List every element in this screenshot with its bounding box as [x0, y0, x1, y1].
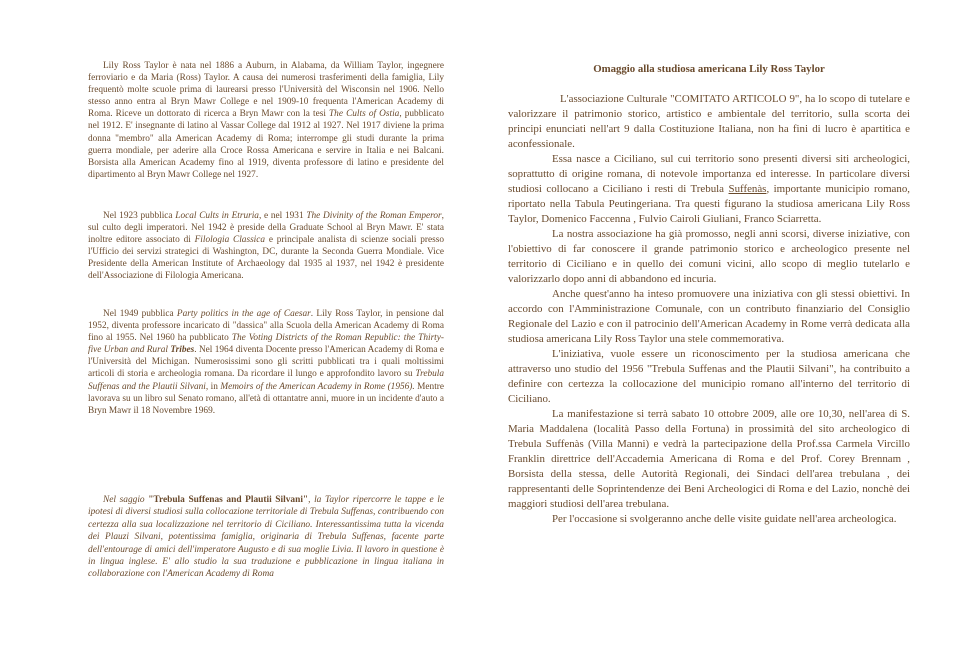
- text-run: e principale analista di scienze sociali presso l'Ufficio dei servizi strategici di Washington, DC, durante la Seconda Guerra Mondiale. Vice Presidente della American Institute of Archaeology dal 1935 al 1937, nel 1942 è presidente dell'Associazione di Filologia Americana.: [88, 235, 444, 282]
- underlined-word: Suffenàs: [728, 183, 767, 195]
- journal-title: Filologia Classica: [194, 235, 266, 246]
- text-run: . Lily Ross Taylor, in pensione dal 1952, diventa professore incaricato di "dassica" alla Scuola della American Academy di Roma fino al 1955. Nel 1960 ha pubblicato: [88, 309, 444, 344]
- text-run: Lily Ross Taylor è nata nel 1886 a Auburn, in Alabama, da William Taylor, ingegnere ferroviario e da Maria (Ross) Taylor. A causa dei numerosi trasferimenti della famiglia, Lily frequentò molte scuole prima di laurearsi presso l'Università del Wisconsin nel 1906. Nello stesso anno entra al Bryn Mawr College e nel 1909-10 frequenta l'American Academy di Roma. Riceve un dottorato di ricerca a Bryn Mawr con la tesi: [88, 61, 444, 120]
- origin-paragraph: [508, 152, 910, 227]
- page-title: Omaggio alla studiosa americana Lily Ross Taylor: [593, 63, 825, 75]
- book-title: The Voting Districts of the Roman Republic: the Thirty-five Urban and Rural: [88, 333, 444, 356]
- biography-paragraph-2: [88, 210, 444, 283]
- text-run: , in: [205, 381, 221, 392]
- event-paragraph: La manifestazione si terrà sabato 10 ottobre 2009, alle ore 10,30, nell'area di S. Maria Maddalena (località Passo della Fortuna) in prossimità del sito archeologico di Trebula Suffenàs (Villa Manni) e vedrà la partecipazione della Prof.ssa Carmela Vircillo Franklin direttrice dell'Accademia Americana di Roma e del Prof. Corey Brennam , Borsista della stessa, delle Autorità Regionali, dei Sindaci dell'area trebulana , dei rappresentanti delle Soprintendenze dei Beni Archeologici di Roma e del Lazio, nonchè dei maggiori studiosi dell'area trebulana.: [508, 408, 910, 510]
- text-run: Nel 1923 pubblica: [103, 211, 176, 221]
- book-title: The Cults of Ostia: [329, 109, 400, 120]
- text-run: , e nel 1931: [258, 211, 307, 221]
- text-run: Nel 1949 pubblica: [103, 309, 177, 319]
- biography-paragraph-1: [88, 60, 444, 181]
- book-title: The Divinity of the Roman Emperor: [306, 211, 442, 221]
- text-run: Mentre lavorava su un libro sul Senato romano, all'età di ottantatre anni, muore in un incidente d'auto a Bryn Mawr il 18 Novembre 1969.: [88, 381, 445, 416]
- visits-paragraph: Per l'occasione si svolgeranno anche delle visite guidate nell'area archeologica.: [552, 513, 897, 525]
- journal-title: Memoirs of the American Academy in Rome (1956).: [220, 381, 415, 392]
- initiatives-paragraph: La nostra associazione ha già promosso, negli anni scorsi, diverse iniziative, con l'obiettivo di far conoscere il grande patrimonio storico e archeologico presente nel territorio di Ciciliano e in quello dei comuni vicini, allo scopo di meglio tutelarlo e valorizzarlo dopo anni di abbandono ed incuria.: [508, 228, 910, 285]
- book-title: Local Cults in Etruria: [175, 211, 259, 221]
- biography-paragraph-3: [88, 308, 444, 417]
- text-run: , importante municipio romano, riportato nella Tabula Peutingeriana. Tra questi figurano la studiosa americana Lily Ross Taylor, Domenico Faccenna , Fulvio Cairoli Giuliani, Franco Sciarretta.: [508, 183, 910, 225]
- this-year-paragraph: Anche quest'anno ha inteso promuovere una iniziativa con gli stessi obiettivi. In accordo con l'Amministrazione Comunale, con un contributo finanziario del Consiglio Regionale del Lazio e con il patrocinio dell'American Academy in Rome verrà dedicata alla studiosa americana Lily Ross Taylor una stele commemorativa.: [508, 288, 910, 345]
- association-paragraph: L'associazione Culturale "COMITATO ARTICOLO 9", ha lo scopo di tutelare e valorizzare il patrimonio storico, artistico e ambientale del territorio, sulla scorta dei principi enunciati nell'art 9 dalla Costituzione Italiana, non ha fini di lucro è apartitica e aconfessionale.: [508, 93, 910, 150]
- book-title-bold: Tribes: [170, 345, 195, 356]
- text-run: , sul culto degli imperatori. Nel 1942 è preside della Graduate School al Bryn Mawr. E' stata inoltre editore associato di: [88, 211, 444, 246]
- announcement-body: [508, 92, 910, 527]
- essay-title: "Trebula Suffenas and Plautii Silvani": [148, 495, 309, 505]
- book-title: Party politics in the age of Caesar: [176, 309, 311, 319]
- text-run: Nel saggio: [103, 495, 149, 505]
- text-run: . Nel 1964 diventa Docente presso l'American Academy di Roma e l'Università del Michigan. Numerosissimi sono gli scritti pubblicati tra i quali moltissimi articoli di storia e archeologia romana. Da ricordare il lungo e approfondito lavoro su: [88, 345, 444, 380]
- text-run: Essa nasce a Ciciliano, sul cui territorio sono presenti diversi siti archeologici, soprattutto di origine romana, di notevole importanza ed interesse. In particolare diversi studiosi collocano a Ciciliano i resti di Trebula: [508, 153, 910, 195]
- essay-paragraph: [88, 494, 444, 581]
- text-run: , la Taylor ripercorre le tappe e le ipotesi di diversi studiosi sulla collocazione territoriale di Trebula Suffenas, contribuendo con certezza alla sua localizzazione nel territorio di Ciciliano. Interessantissima tutta la vicenda dei Plauzi Silvani, potentissima famiglia, originaria di Trebula Suffenas, facente parte dell'entourage di amici dell'imperatore Augusto e di sua moglie Livia. Il lavoro in questione è in lingua inglese. E' allo studio la sua traduzione e pubblicazione in lingua italiana in collaborazione con l'American Academy di Roma: [88, 495, 444, 580]
- recognition-paragraph: L'iniziativa, vuole essere un riconoscimento per la studiosa americana che attraverso uno studio del 1956 "Trebula Suffenas and the Plautii Silvani", ha contribuito a definire con certezza la collocazione del municipio romano all'interno del territorio di Ciciliano.: [508, 348, 910, 405]
- article-title: Trebula Suffenas and the Plautii Silvani: [88, 369, 444, 392]
- text-run: , pubblicato nel 1912. E' insegnante di latino al Vassar College dal 1912 al 1927. Nel 1917 diviene la prima donna "membro" alla American Academy di Roma; interrompe gli studi durante la prima guerra mondiale, per aderire alla Croce Rossa Americana e servire in Italia e nei Balcani. Borsista alla American Academy fino al 1919, diventa professore di latino e presidente del dipartimento al Bryn Mawr College nel 1927.: [88, 109, 444, 180]
